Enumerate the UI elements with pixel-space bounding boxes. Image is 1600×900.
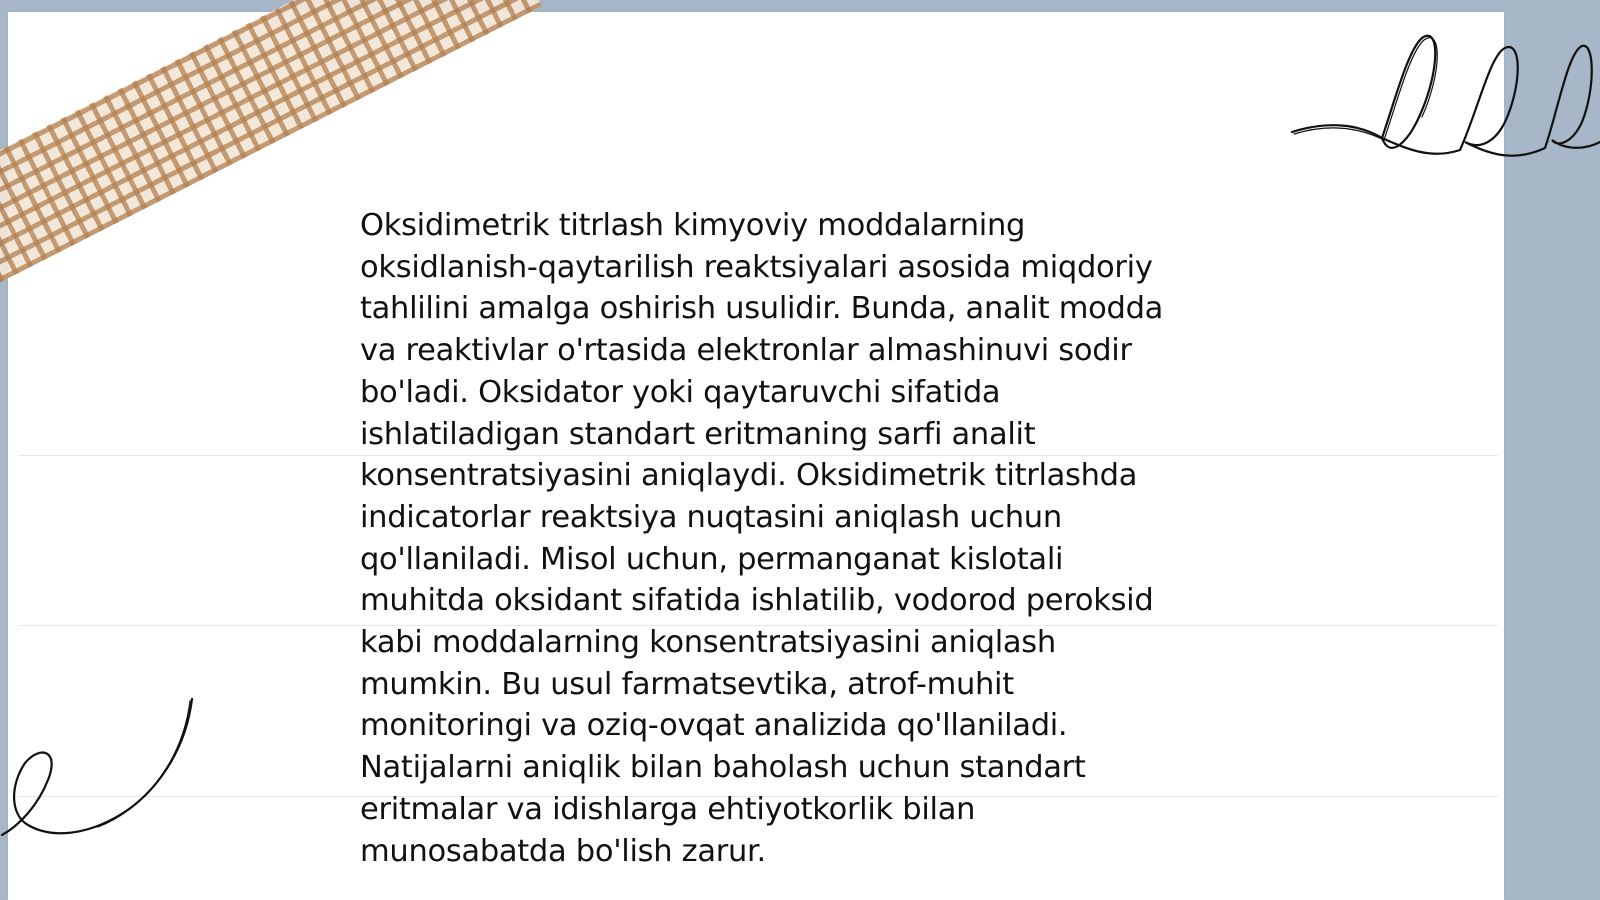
slide-body-text: Oksidimetrik titrlash kimyoviy moddalarning oksidlanish-qaytarilish reaktsiyalari asosida miqdoriy tahlilini amalga oshirish usulidir. Bunda, analit modda va reaktivlar o'rtasida elektronlar almashinuvi sodir bo'ladi. Oksidator yoki qaytaruvchi sifatida ishlatiladigan standart eritmaning sarfi analit konsentratsiyasini aniqlaydi. Oksidimetrik titrlashda indicatorlar reaktsiya nuqtasini aniqlash uchun qo'llaniladi. Misol uchun, permanganat kislotali muhitda oksidant sifatida ishlatilib, vodorod peroksid kabi moddalarning konsentratsiyasini aniqlash mumkin. Bu usul farmatsevtika, atrof-muhit monitoringi va oziq-ovqat analizida qo'llaniladi. Natijalarni aniqlik bilan baholash uchun standart eritmalar va idishlarga ehtiyotkorlik bilan munosabatda bo'lish zarur. bbox=[360, 208, 1164, 869]
loop-swirl-icon bbox=[0, 695, 200, 850]
loop-swirl-icon bbox=[1290, 30, 1600, 165]
